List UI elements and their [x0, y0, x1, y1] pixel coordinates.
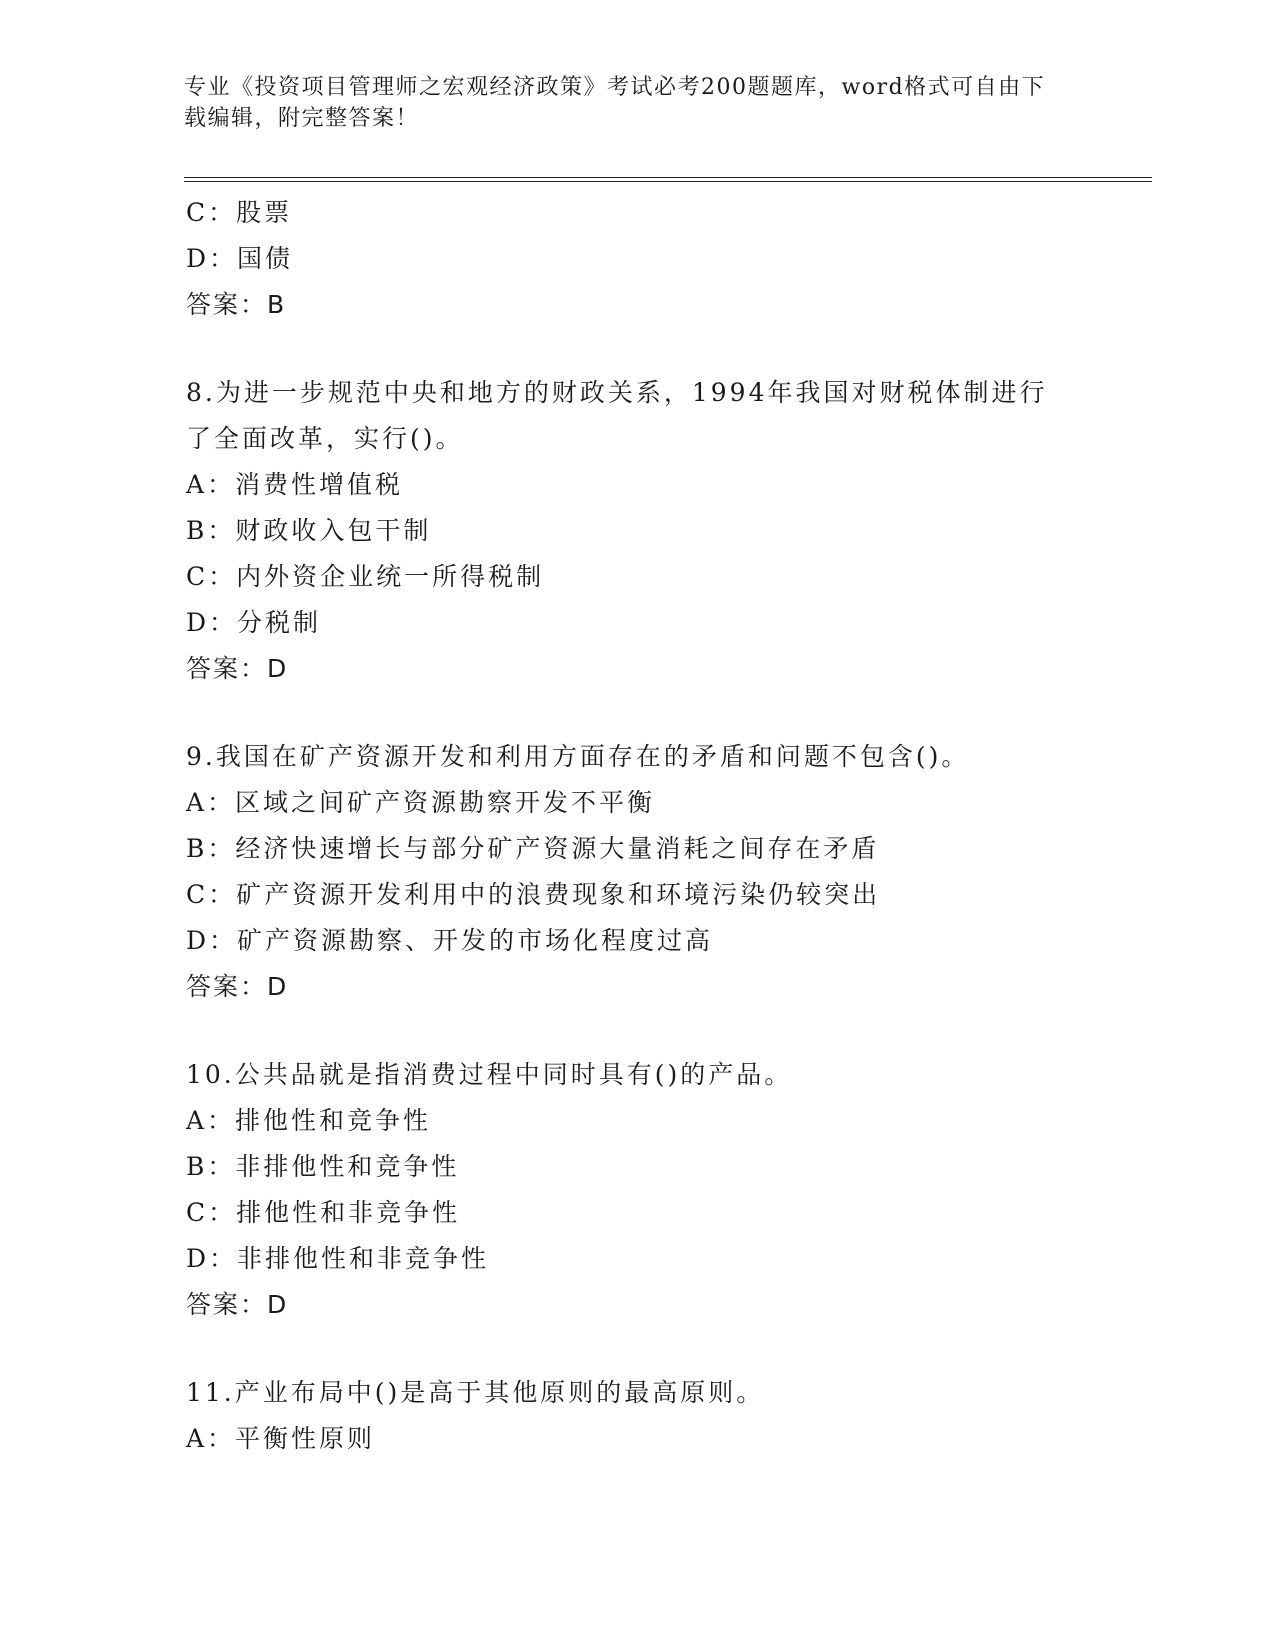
option-a: A：平衡性原则	[186, 1424, 376, 1453]
header-divider	[184, 177, 1152, 182]
question-title: 9.我国在矿产资源开发和利用方面存在的矛盾和问题不包含()。	[186, 742, 970, 771]
question-title: 11.产业布局中()是高于其他原则的最高原则。	[186, 1378, 765, 1407]
option-c: C：矿产资源开发利用中的浪费现象和环境污染仍较突出	[186, 880, 881, 909]
option-c: C：排他性和非竞争性	[186, 1198, 461, 1227]
option-d: D：分税制	[186, 608, 322, 637]
option-b: B：财政收入包干制	[186, 516, 432, 545]
question-list	[186, 190, 1146, 1462]
option-d: D：非排他性和非竞争性	[186, 1244, 490, 1273]
option-b: B：经济快速增长与部分矿产资源大量消耗之间存在矛盾	[186, 834, 880, 863]
option-c: C：股票	[186, 198, 293, 227]
option-d: D：国债	[186, 244, 294, 273]
option-a: A：区域之间矿产资源勘察开发不平衡	[186, 788, 656, 817]
document-header: 专业《投资项目管理师之宏观经济政策》考试必考200题题库，word格式可自由下载编辑，附完整答案！	[184, 75, 1046, 131]
answer-line: 答案：D	[186, 654, 289, 683]
option-b: B：非排他性和竞争性	[186, 1152, 460, 1181]
question-title: 8.为进一步规范中央和地方的财政关系，1994年我国对财税体制进行了全面改革，实行()。	[186, 378, 1048, 453]
answer-line: 答案：B	[186, 290, 287, 319]
answer-line: 答案：D	[186, 972, 289, 1001]
option-a: A：消费性增值税	[186, 470, 404, 499]
option-c: C：内外资企业统一所得税制	[186, 562, 545, 591]
question-title: 10.公共品就是指消费过程中同时具有()的产品。	[186, 1060, 793, 1089]
answer-line: 答案：D	[186, 1290, 289, 1319]
option-d: D：矿产资源勘察、开发的市场化程度过高	[186, 926, 714, 955]
option-a: A：排他性和竞争性	[186, 1106, 432, 1135]
